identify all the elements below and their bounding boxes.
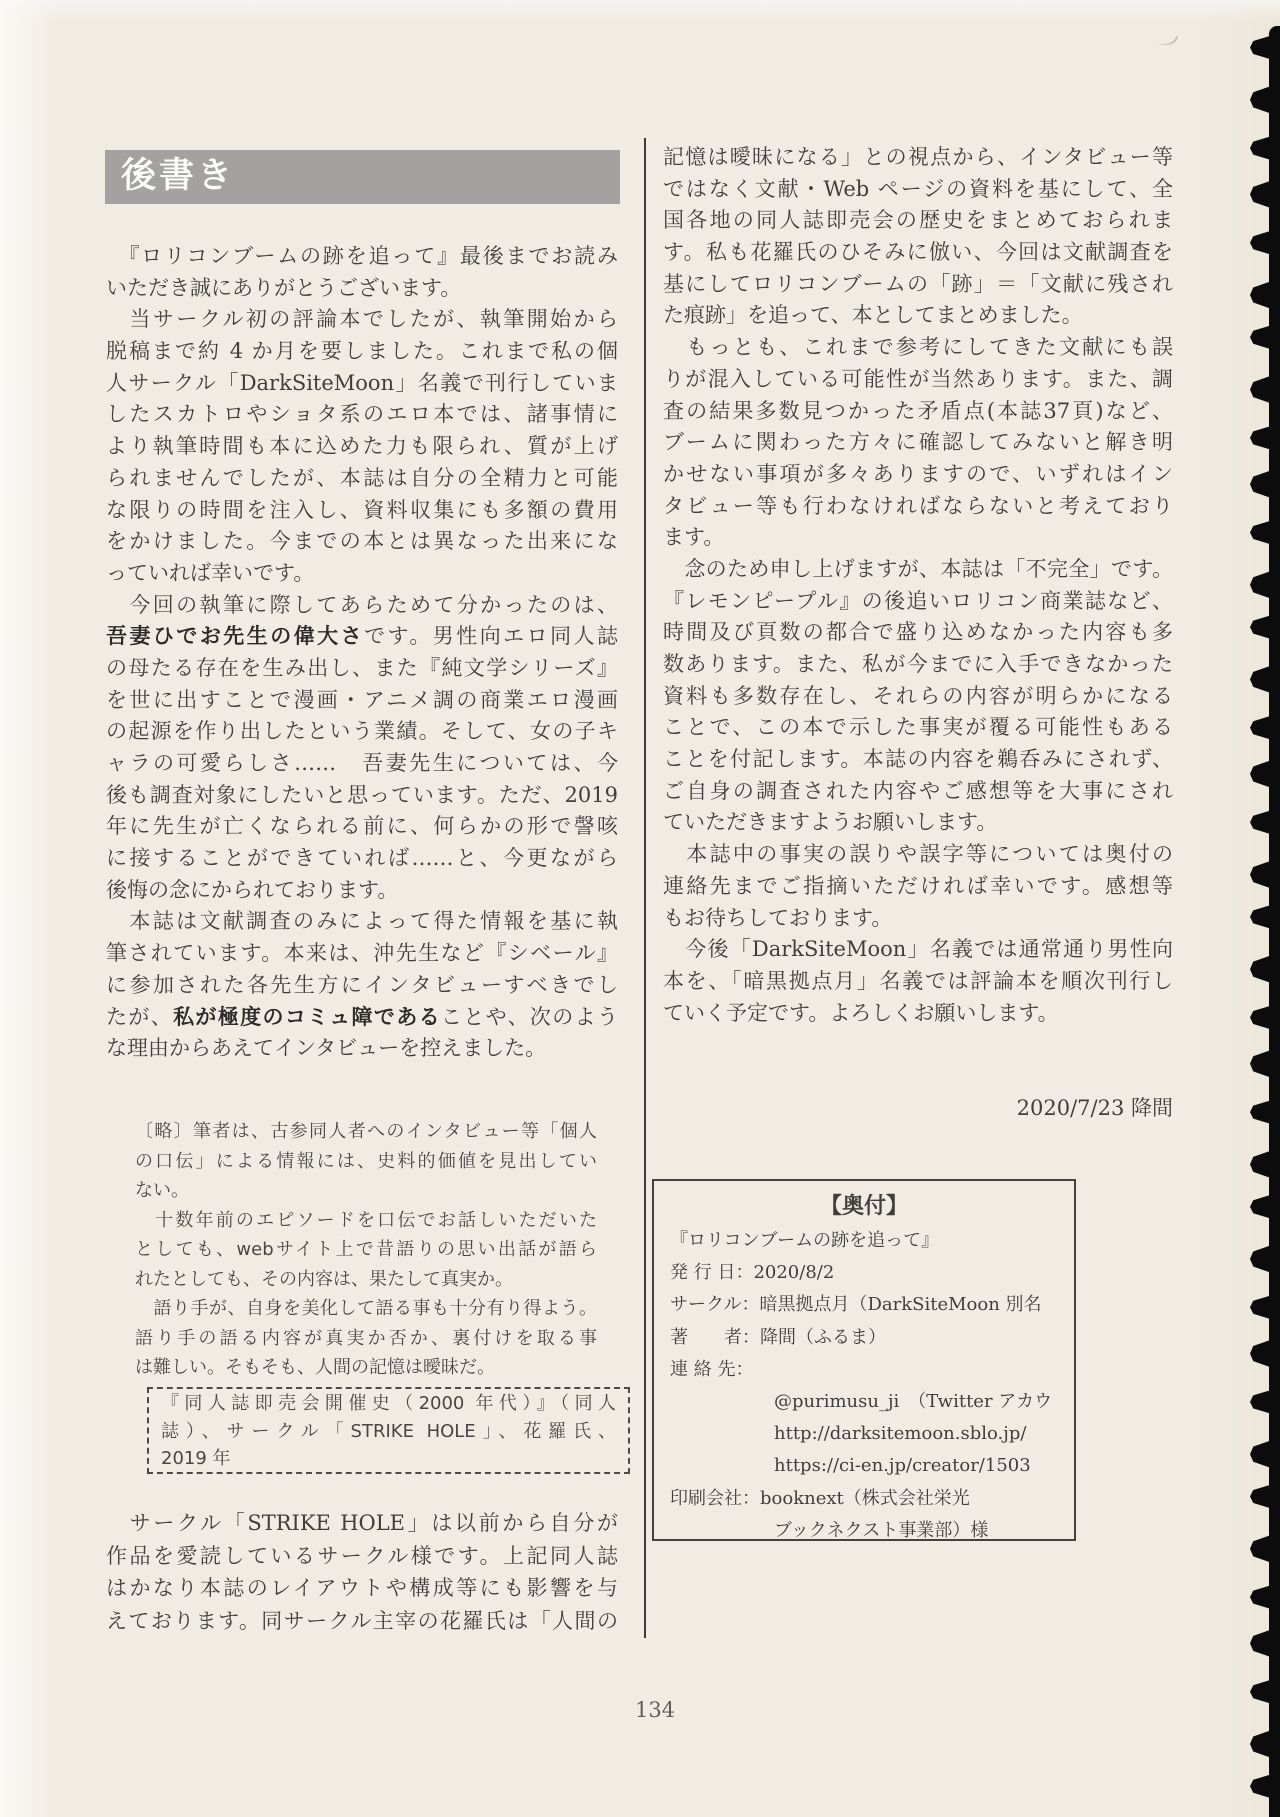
text-segment: をかけました。今までの本とは異なった出来にな (106, 529, 618, 554)
text-segment: 後悔の念にかられております。 (106, 877, 399, 902)
text-segment: の起源を作り出したという業績。そして、女の子キ (106, 719, 618, 744)
binding-tooth (1250, 665, 1273, 694)
text-line (106, 938, 618, 970)
text-line (670, 1450, 1058, 1482)
right-column-text (663, 142, 1173, 1029)
text-segment: す。私も花羅氏のひそみに倣い、今回は文献調査を (663, 240, 1173, 265)
text-segment: 『ロリコンブームの跡を追って』 (670, 1230, 940, 1251)
binding-tooth (1250, 85, 1273, 114)
text-line (106, 906, 618, 938)
binding-tooth (1250, 1339, 1273, 1368)
text-line (106, 1507, 618, 1540)
bold-text-segment: 私が極度のコミュ障である (173, 1004, 441, 1029)
binding-tooth (1250, 1295, 1273, 1320)
text-segment: ていただきますようお願いします。 (663, 810, 998, 835)
binding-tooth (1250, 1534, 1273, 1563)
text-line (106, 621, 618, 653)
indented-quote-block (135, 1117, 597, 1383)
text-line (670, 1483, 1058, 1515)
text-segment: ことや、次のよう (440, 1004, 618, 1029)
text-segment: 連絡先までご指摘いただければ幸いです。感想等 (663, 873, 1173, 898)
text-segment: 発 行 日：2020/8/2 (670, 1262, 835, 1284)
text-segment: 印刷会社：booknext（株式会社栄光 (670, 1487, 970, 1509)
text-segment: http://darksitemoon.sblo.jp/ (774, 1423, 1027, 1445)
text-segment: 基にしてロリコンブームの「跡」＝「文献に残され (663, 271, 1173, 296)
text-segment: サークル「STRIKE HOLE」は以前から自分が (106, 1511, 618, 1535)
text-line (663, 427, 1173, 459)
text-line (663, 142, 1173, 174)
text-segment: 本誌中の事実の誤りや誤字等については奥付の (663, 842, 1173, 867)
text-segment: より執筆時間も本に込めた力も限られ、質が上げ (106, 434, 618, 459)
text-line (670, 1289, 1058, 1321)
binding-tooth (1250, 470, 1273, 499)
text-line (106, 1002, 618, 1034)
text-segment: を世に出すことで漫画・アニメ調の商業エロ漫画 (106, 687, 618, 712)
text-line (106, 558, 618, 590)
text-segment: ていく予定です。よろしくお願いします。 (663, 1000, 1059, 1025)
binding-tooth (1250, 230, 1273, 255)
text-line (670, 1354, 1058, 1386)
text-segment: 査の結果多数見つかった矛盾点(本誌37頁)など、 (663, 398, 1173, 423)
text-segment: としても、webサイト上で昔語りの思い出話が語ら (135, 1239, 597, 1260)
text-segment: りが混入している可能性が当然あります。また、調 (663, 366, 1173, 391)
text-line (663, 712, 1173, 744)
left-column-text (106, 241, 618, 1065)
text-segment: 後も調査対象にしたいと思っています。ただ、2019 (106, 782, 618, 807)
text-segment: 当サークル初の評論本でしたが、執筆開始から (106, 307, 618, 332)
text-line (663, 998, 1173, 1030)
text-segment: れたとしても、その内容は、果たして真実か。 (135, 1268, 513, 1290)
text-line (106, 273, 618, 305)
text-segment: 誌）、サークル「STRIKE HOLE」、花羅氏、 (161, 1420, 616, 1442)
binding-tooth (1250, 1440, 1273, 1469)
binding-tooth (1250, 1100, 1273, 1125)
text-segment: ことで、この本で示した事実が覆る可能性もある (663, 715, 1173, 740)
text-segment: 【奥付】 (819, 1193, 908, 1219)
text-segment: っていれば幸いです。 (106, 560, 315, 585)
text-segment: ャラの可愛らしさ…… 吾妻先生については、今 (106, 751, 618, 775)
text-segment: 『ロリコンブームの跡を追って』最後までお読み (106, 244, 618, 268)
text-line (663, 839, 1173, 871)
binding-tooth (1250, 425, 1273, 450)
text-line (663, 934, 1173, 966)
text-line (106, 716, 618, 748)
binding-tooth (1250, 180, 1273, 209)
binding-tooth (1250, 715, 1273, 740)
binding-tooth (1250, 1774, 1273, 1799)
text-segment: @purimusu_ji （Twitter アカウ (774, 1390, 1053, 1412)
text-line (106, 304, 618, 336)
text-line (663, 174, 1173, 206)
text-segment: かせない事項が多々ありますので、いずれはイン (663, 461, 1173, 486)
colophon-box (652, 1179, 1076, 1541)
text-line (135, 1147, 597, 1177)
text-segment: 今回の執筆に際してあらためて分かったのは、 (106, 592, 618, 617)
text-segment: 著 者：降間（ふるま） (670, 1326, 886, 1348)
text-line (106, 431, 618, 463)
text-line (670, 1386, 1058, 1418)
text-segment: 筆されています。本来は、沖先生など『シベール』 (106, 941, 618, 966)
text-line (663, 649, 1173, 681)
text-segment: たが、 (106, 1004, 174, 1029)
text-segment: ブームに関わった方々に確認してみないと解き明 (663, 430, 1173, 455)
text-segment: 人サークル「DarkSiteMoon」名義で刊行していま (106, 370, 618, 395)
text-line (670, 1225, 1058, 1257)
text-line (106, 368, 618, 400)
binding-tooth (1250, 615, 1273, 640)
text-segment: 〔略〕筆者は、古参同人者へのインタビュー等「個人 (135, 1121, 597, 1142)
citation-dashed-box (147, 1387, 630, 1474)
text-line (663, 522, 1173, 554)
text-line (135, 1265, 597, 1295)
text-segment: 記憶は曖昧になる」との視点から、インタビュー等 (663, 145, 1173, 169)
text-segment: な限りの時間を注入し、資料収集にも多額の費用 (106, 497, 618, 522)
text-line (135, 1235, 597, 1265)
binding-tooth (1250, 1484, 1273, 1509)
left-column-closing-paragraph (106, 1507, 618, 1637)
text-segment: ない。 (135, 1180, 189, 1201)
text-segment: 年に先生が亡くなられる前に、何らかの形で謦咳 (106, 814, 618, 839)
text-line (670, 1187, 1058, 1225)
text-segment: ます。 (663, 525, 725, 550)
text-segment: ブックネクスト事業部）様 (774, 1519, 989, 1541)
binding-tooth (1250, 1245, 1273, 1274)
binding-tooth (1250, 1049, 1273, 1078)
text-segment: です。男性向エロ同人誌 (364, 624, 618, 649)
text-line (106, 780, 618, 812)
binding-tooth (1250, 35, 1273, 60)
text-line (663, 205, 1173, 237)
text-segment: タビュー等も行わなければならないと考えており (663, 493, 1173, 518)
text-segment: いただき誠にありがとうございます。 (106, 275, 462, 300)
text-line (135, 1206, 597, 1236)
text-line (106, 399, 618, 431)
text-line (106, 590, 618, 622)
text-line (663, 396, 1173, 428)
text-line (106, 463, 618, 495)
text-line (663, 966, 1173, 998)
binding-tooth (1250, 860, 1273, 889)
binding-tooth (1250, 520, 1273, 545)
text-segment: https://ci-en.jp/creator/1503 (774, 1455, 1031, 1477)
binding-tooth (1250, 570, 1273, 599)
binding-tooth (1250, 1730, 1273, 1759)
text-line (663, 300, 1173, 332)
text-line (106, 336, 618, 368)
text-line (663, 364, 1173, 396)
text-segment: 本を、「暗黒拠点月」名義では評論本を順次刊行し (663, 968, 1173, 993)
text-line (663, 681, 1173, 713)
binding-tooth (1250, 136, 1273, 161)
text-segment: 念のため申し上げますが、本誌は「不完全」です。 (663, 556, 1173, 581)
text-segment: 作品を愛読しているサークル様です。上記同人誌 (106, 1543, 618, 1568)
text-segment: に参加された各先生方にインタビューすべきでし (106, 972, 618, 997)
text-line (670, 1515, 1058, 1547)
text-segment: 時間及び頁数の都合で盛り込めなかった内容も多 (663, 620, 1173, 645)
text-line (106, 811, 618, 843)
binding-tooth (1250, 760, 1273, 789)
text-line (663, 744, 1173, 776)
text-line (106, 1540, 618, 1573)
binding-tooth (1250, 1389, 1273, 1414)
text-line (663, 269, 1173, 301)
text-line (106, 685, 618, 717)
binding-tooth (1250, 955, 1273, 984)
text-line (663, 554, 1173, 586)
section-header-title: 後書き (121, 156, 236, 196)
text-segment: もっとも、これまで参考にしてきた文献にも誤 (663, 335, 1173, 360)
text-segment: の口伝」による情報には、史料的価値を見出してい (135, 1150, 597, 1172)
text-line (106, 1572, 618, 1605)
text-segment: したスカトロやショタ系のエロ本では、諸事情に (106, 402, 618, 427)
text-segment: ことを付記します。本誌の内容を鵜呑みにされず、 (663, 747, 1173, 772)
text-line (106, 1605, 618, 1638)
text-line (106, 748, 618, 780)
text-segment: 語り手が、自身を美化して語る事も十分有り得よう。 (135, 1298, 597, 1319)
text-line (106, 526, 618, 558)
text-segment: 『同人誌即売会開催史（2000 年代）』（同人 (161, 1393, 616, 1414)
binding-tooth (1250, 281, 1273, 310)
text-line (106, 1033, 618, 1065)
text-line (663, 459, 1173, 491)
text-line (663, 871, 1173, 903)
binding-tooth (1250, 1194, 1273, 1219)
text-line (106, 875, 618, 907)
text-line (663, 807, 1173, 839)
text-line (670, 1257, 1058, 1289)
binding-tooth (1250, 1005, 1273, 1030)
text-segment: 今後「DarkSiteMoon」名義では通常通り男性向 (663, 937, 1173, 962)
text-segment: に接することができていれば……と、今更ながら (106, 846, 618, 871)
text-segment: 脱稿まで約 4 か月を要しました。これまで私の個 (106, 339, 618, 364)
text-line (663, 586, 1173, 618)
text-line (663, 491, 1173, 523)
spiral-binding-edge (1240, 0, 1280, 1817)
text-segment: サークル：暗黒拠点月（DarkSiteMoon 別名 (670, 1294, 1042, 1316)
page-number: 134 (634, 1698, 676, 1722)
text-line (135, 1324, 597, 1354)
text-line (663, 617, 1173, 649)
text-segment: た痕跡」を追って、本としてまとめました。 (663, 303, 1083, 328)
text-line (663, 903, 1173, 935)
text-line (161, 1418, 616, 1446)
binding-tooth (1250, 904, 1273, 929)
bold-text-segment: 吾妻ひでお先生の偉大さ (106, 624, 365, 649)
text-segment: ご自身の調査された内容やご感想等を大事にされ (663, 778, 1173, 803)
text-segment: もお待ちしております。 (663, 905, 893, 930)
text-segment: の母たる存在を生み出し、また『純文学シリーズ』 (106, 655, 618, 680)
text-segment: えております。同サークル主宰の花羅氏は「人間の (106, 1608, 618, 1633)
text-segment: 国各地の同人誌即売会の歴史をまとめておられま (663, 208, 1173, 233)
page-curl-mark (1145, 22, 1178, 52)
text-segment: 2019 年 (161, 1448, 231, 1470)
text-segment: 語り手の語る内容が真実か否か、裏付けを取る事 (135, 1327, 597, 1349)
text-line (135, 1117, 597, 1147)
text-line (106, 843, 618, 875)
text-line (106, 653, 618, 685)
section-header-bar (105, 150, 620, 204)
binding-tooth (1250, 810, 1273, 835)
binding-tooth (1250, 1629, 1273, 1658)
binding-tooth (1250, 375, 1273, 404)
text-line (663, 332, 1173, 364)
binding-tooth (1250, 1585, 1273, 1610)
text-segment: 本誌は文献調査のみによって得た情報を基に執 (106, 909, 618, 934)
date-signature: 2020/7/23 降間 (1016, 1096, 1173, 1120)
column-divider (644, 138, 646, 1638)
text-segment: はかなり本誌のレイアウトや構成等にも影響を与 (106, 1576, 618, 1600)
text-line (106, 495, 618, 527)
text-segment: な理由からあえてインタビューを控えました。 (106, 1036, 547, 1061)
text-line (161, 1390, 616, 1418)
text-segment: 十数年前のエピソードを口伝でお話しいただいた (135, 1209, 597, 1231)
text-line (663, 237, 1173, 269)
text-segment: 数あります。また、私が今までに入手できなかった (663, 652, 1173, 676)
text-segment: 資料も多数存在し、それらの内容が明らかになる (663, 683, 1173, 708)
text-segment: は難しい。そもそも、人間の記憶は曖昧だ。 (135, 1357, 495, 1378)
text-segment: ではなく文献・Web ページの資料を基にして、全 (663, 176, 1173, 201)
binding-tooth (1250, 1150, 1273, 1179)
binding-tooth (1250, 325, 1273, 350)
text-line (106, 241, 618, 273)
text-line (161, 1445, 616, 1473)
text-segment: 連 絡 先： (670, 1358, 754, 1380)
text-line (135, 1176, 597, 1206)
text-line (670, 1322, 1058, 1354)
text-segment: 『レモンピープル』の後追いロリコン商業誌など、 (663, 588, 1173, 613)
text-line (106, 970, 618, 1002)
text-segment: られませんでしたが、本誌は自分の全精力と可能 (106, 465, 618, 490)
text-line (663, 776, 1173, 808)
text-line (670, 1418, 1058, 1450)
text-line (135, 1294, 597, 1324)
binding-tooth (1250, 1679, 1273, 1704)
text-line (135, 1353, 597, 1383)
